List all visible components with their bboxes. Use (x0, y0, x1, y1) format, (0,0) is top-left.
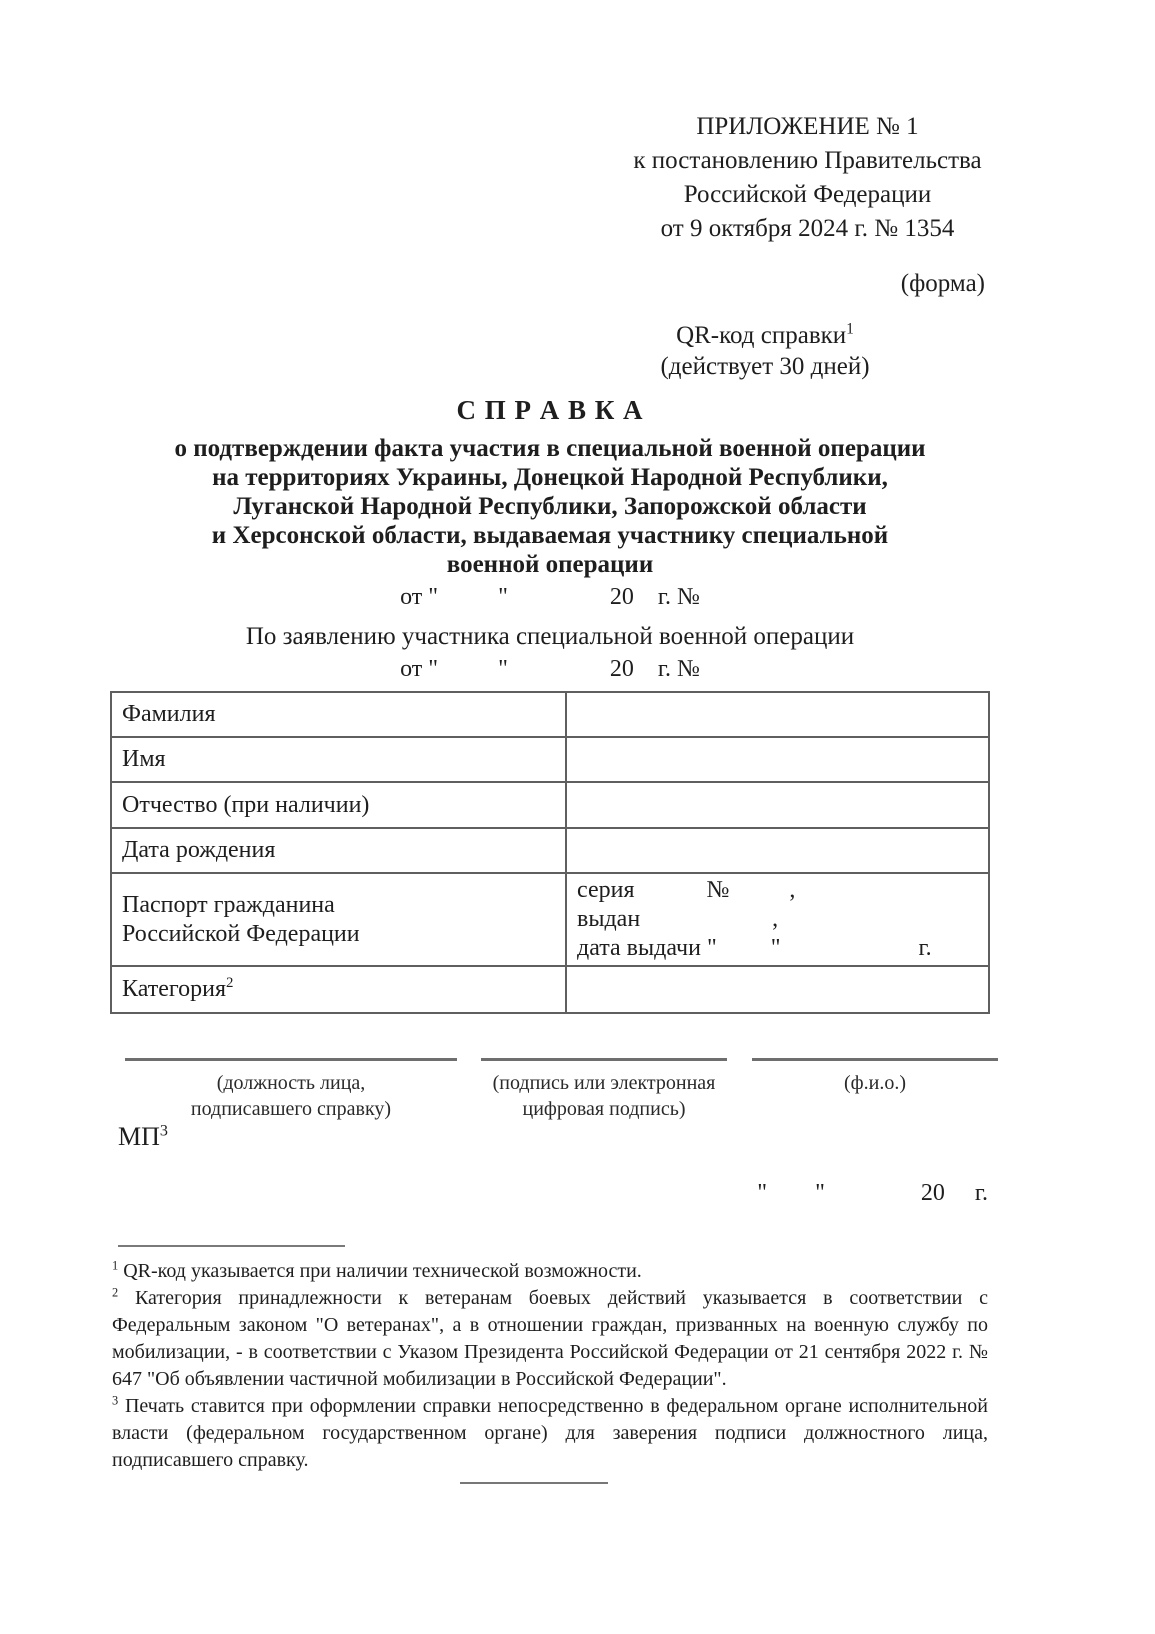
surname-value (566, 692, 989, 737)
appendix-header (585, 110, 1030, 246)
fio-line (752, 1058, 998, 1061)
category-row (111, 966, 989, 1013)
footnotes-section (112, 1258, 988, 1474)
category-footnote-marker: 2 (226, 975, 234, 991)
certificate-title: С П Р А В К А (456, 395, 644, 425)
fio-column (752, 1058, 998, 1096)
birthdate-value (566, 828, 989, 873)
subtitle-line: военной операции (446, 551, 654, 578)
application-statement: По заявлению участника специальной военной операции (245, 623, 855, 650)
footnote-1: $^1$ QR-код указывается при наличии технической возможности. (112, 1258, 642, 1282)
qr-validity: (действует 30 дней) (660, 353, 870, 380)
appendix-line: к постановлению Правительства (633, 147, 982, 174)
passport-value (566, 873, 989, 966)
subtitle-line: и Херсонской области, выдаваемая участнику специальной (211, 522, 889, 549)
certificate-date-line: " " 20 г. (757, 1180, 988, 1206)
footnote-separator (118, 1245, 345, 1247)
subtitle-line: на территориях Украины, Донецкой Народной Республики, (212, 464, 888, 491)
qr-code-block (550, 320, 980, 382)
name-label: Имя (111, 737, 566, 782)
application-date-line: от " " 20 г. № (400, 656, 700, 682)
footnote-2-marker: 2 (112, 1285, 119, 1300)
position-signature-line (125, 1058, 457, 1061)
category-label: Категория$^2$ (111, 966, 566, 1013)
stamp-footnote-marker: 3 (159, 1122, 168, 1140)
signature-section (125, 1058, 1005, 1122)
passport-issue-date-line: дата выдачи " " г. (577, 935, 932, 961)
person-table-wrapper (110, 691, 990, 1014)
patronymic-value (566, 782, 989, 828)
qr-caption: QR-код справки$^1$ (676, 320, 854, 349)
passport-issuer-line: выдан , (577, 906, 779, 932)
person-table (110, 691, 990, 1014)
position-signature-caption: (должность лица, подписавшего справку) (190, 1072, 392, 1120)
passport-label-line: Паспорт гражданина (122, 891, 335, 918)
qr-footnote-marker: 1 (846, 320, 854, 338)
name-value (566, 737, 989, 782)
bottom-divider (460, 1482, 608, 1484)
passport-series-line: серия № , (577, 877, 796, 903)
surname-label: Фамилия (111, 692, 566, 737)
patronymic-label: Отчество (при наличии) (111, 782, 566, 828)
appendix-line: от 9 октября 2024 г. № 1354 (660, 215, 955, 242)
patronymic-row (111, 782, 989, 828)
passport-row (111, 873, 989, 966)
footnote-3-marker: 3 (112, 1393, 119, 1408)
birthdate-label: Дата рождения (111, 828, 566, 873)
subtitle-line: о подтверждении факта участия в специальной военной операции (174, 435, 926, 462)
stamp-mark: $МП^3$ (118, 1122, 168, 1151)
surname-row (111, 692, 989, 737)
passport-label-line: Российской Федерации (122, 920, 360, 947)
appendix-line: ПРИЛОЖЕНИЕ № 1 (696, 113, 919, 140)
subtitle-line: Луганской Народной Республики, Запорожской области (233, 493, 867, 520)
appendix-line: Российской Федерации (683, 181, 932, 208)
birthdate-row (111, 828, 989, 873)
fio-caption: (ф.и.о.) (844, 1072, 906, 1094)
signature-line (481, 1058, 727, 1061)
name-row (111, 737, 989, 782)
signature-caption: (подпись или электронная цифровая подпись) (492, 1072, 716, 1120)
issue-date-line: от " " 20 г. № (400, 584, 700, 610)
certificate-subtitle (112, 434, 988, 579)
passport-label (111, 873, 566, 966)
footnote-2: $^2$ Категория принадлежности к ветеранам боевых действий указывается в соответствии с Федеральным законом "О ветеранах", а в отношении граждан, призванных на военную службу по мобилизации, - в соответствии с Указом Президента Российской Федерации от 21 сентября 2022 г. № 647 "Об объявлении частичной мобилизации в Российской Федерации". (112, 1285, 988, 1390)
category-value (566, 966, 989, 1013)
footnote-3: $^3$ Печать ставится при оформлении справки непосредственно в федеральном органе исполнительной власти (федеральном государственном органе) для заверения подписи должностного лица, подписавшего справку. (112, 1393, 988, 1471)
forma-label: (форма) (900, 270, 985, 297)
signature-column (481, 1058, 727, 1122)
footnote-1-marker: 1 (112, 1258, 119, 1273)
position-signature-column (125, 1058, 457, 1122)
